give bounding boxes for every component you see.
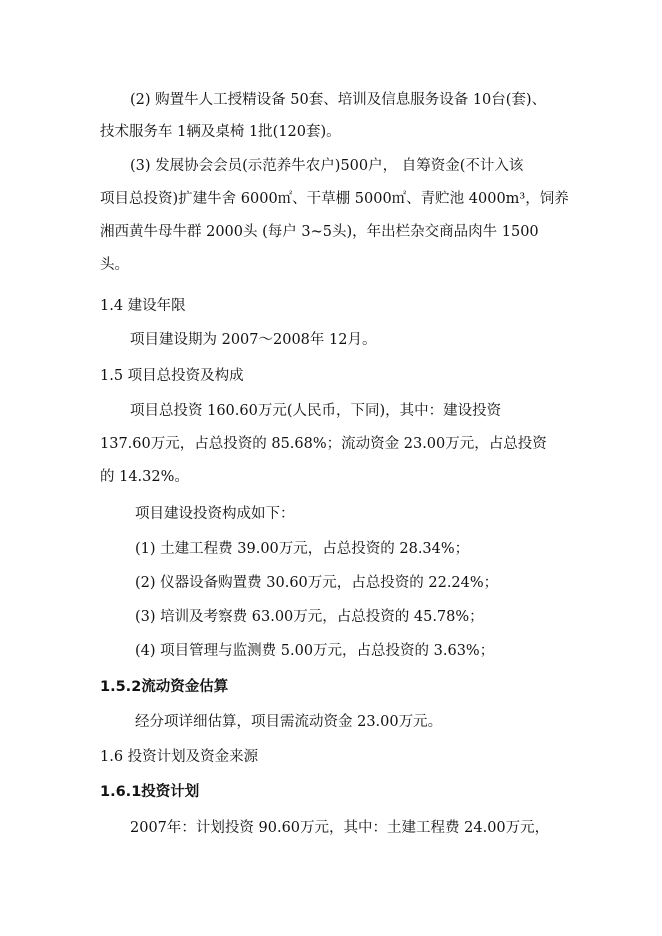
section-1-5-heading: 1.5 项目总投资及构成 [100, 368, 244, 384]
section-1-4-heading: 1.4 建设年限 [100, 298, 186, 314]
composition-item: (3) 培训及考察费 63.00万元，占总投资的 45.78%； [135, 609, 484, 625]
paragraph-3-line-4: 头。 [100, 257, 129, 273]
section-1-5-2-body: 经分项详细估算，项目需流动资金 23.00万元。 [135, 714, 443, 730]
paragraph-2-line-2: 技术服务车 1辆及桌椅 1批(120套)。 [100, 124, 341, 140]
composition-item: (1) 土建工程费 39.00万元，占总投资的 28.34%； [135, 541, 470, 557]
paragraph-3-line-2: 项目总投资)扩建牛舍 6000㎡、干草棚 5000㎡、青贮池 4000m³，饲养 [100, 191, 569, 207]
paragraph-2-line-1: (2) 购置牛人工授精设备 50套、培训及信息服务设备 10台(套)、 [130, 92, 547, 108]
section-1-5-body-line-3: 的 14.32%。 [100, 469, 189, 485]
composition-item: (4) 项目管理与监测费 5.00万元，占总投资的 3.63%； [135, 643, 495, 659]
composition-item: (2) 仪器设备购置费 30.60万元，占总投资的 22.24%； [135, 575, 499, 591]
section-1-4-body: 项目建设期为 2007～2008年 12月。 [130, 332, 377, 348]
section-1-5-body-line-2: 137.60万元，占总投资的 85.68%；流动资金 23.00万元，占总投资 [100, 436, 547, 452]
paragraph-3-line-1: (3) 发展协会会员(示范养牛农户)500户， 自筹资金(不计入该 [130, 158, 524, 174]
paragraph-3-line-3: 湘西黄牛母牛群 2000头 (每户 3~5头)，年出栏杂交商品肉牛 1500 [100, 224, 539, 240]
composition-intro: 项目建设投资构成如下： [135, 506, 295, 522]
section-1-6-1-heading: 1.6.1投资计划 [100, 784, 200, 800]
section-1-5-2-heading: 1.5.2流动资金估算 [100, 679, 229, 695]
section-1-5-body-line-1: 项目总投资 160.60万元(人民币，下同)，其中：建设投资 [130, 403, 502, 419]
section-1-6-1-body: 2007年：计划投资 90.60万元，其中：土建工程费 24.00万元， [130, 820, 550, 836]
section-1-6-heading: 1.6 投资计划及资金来源 [100, 749, 259, 765]
